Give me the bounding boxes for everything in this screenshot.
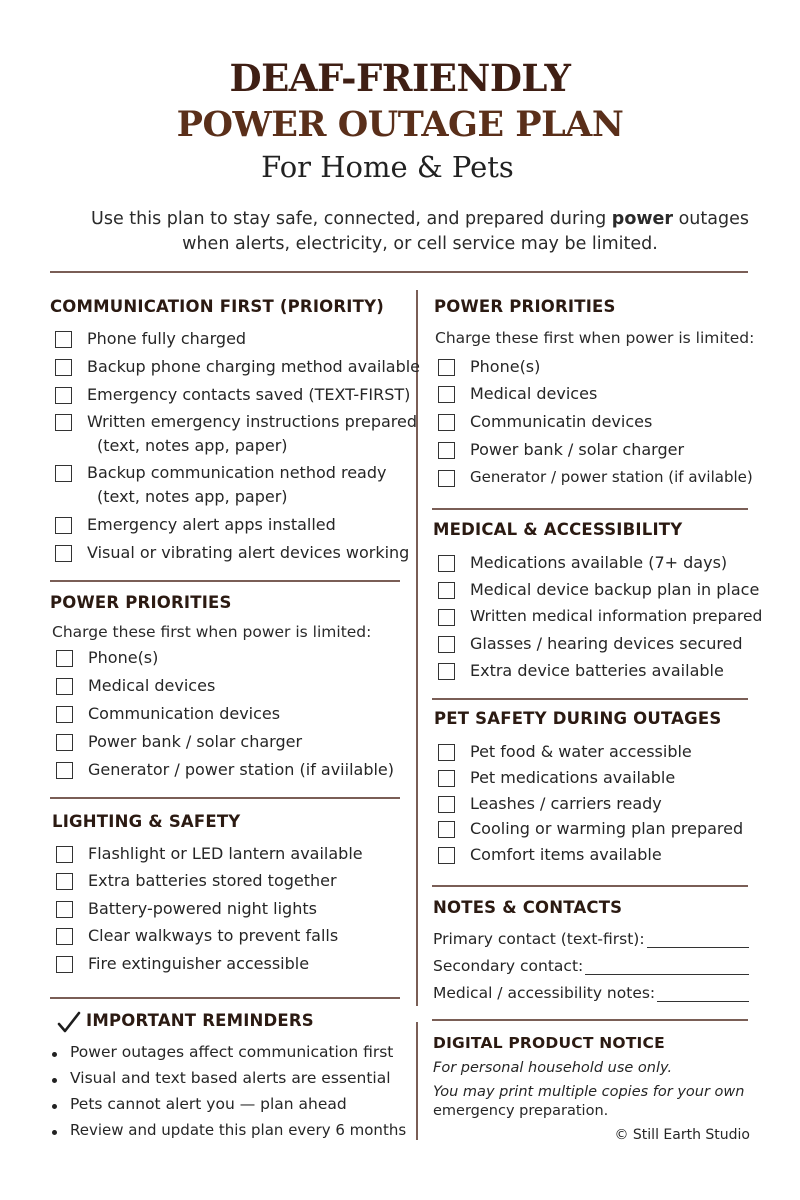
checkbox[interactable] xyxy=(56,650,73,667)
secondary-contact-line[interactable] xyxy=(585,955,749,975)
checkbox[interactable] xyxy=(438,386,455,403)
reminders-section-title: IMPORTANT REMINDERS xyxy=(86,1011,314,1030)
checkbox[interactable] xyxy=(438,414,455,431)
page-title-line1: DEAF-FRIENDLY xyxy=(229,56,571,100)
right-divider-1 xyxy=(432,508,748,510)
checkbox[interactable] xyxy=(438,359,455,376)
header-divider xyxy=(50,271,748,273)
checkbox[interactable] xyxy=(438,796,455,813)
checkbox[interactable] xyxy=(56,873,73,890)
communication-item-detail: (text, notes app, paper) xyxy=(97,436,288,455)
column-divider-lower xyxy=(416,1022,418,1140)
checkbox[interactable] xyxy=(438,555,455,572)
checkbox[interactable] xyxy=(55,331,72,348)
checkbox[interactable] xyxy=(55,414,72,431)
intro-bold: power xyxy=(611,209,674,229)
intro-text xyxy=(40,207,800,257)
checkbox[interactable] xyxy=(56,846,73,863)
intro-pre: Use this plan to stay safe, connected, and prepared during xyxy=(91,209,612,229)
intro-line2: when alerts, electricity, or cell service may be limited. xyxy=(182,234,658,254)
bullet-icon xyxy=(52,1052,57,1057)
notice-line-1: For personal household use only. xyxy=(433,1060,673,1076)
accessibility-notes-line[interactable] xyxy=(657,982,749,1002)
power-left-section-title: POWER PRIORITIES xyxy=(50,593,232,612)
checkbox[interactable] xyxy=(438,847,455,864)
accessibility-notes-field[interactable]: Medical / accessibility notes: xyxy=(433,980,749,1002)
checkbox[interactable] xyxy=(56,734,73,751)
column-divider-upper xyxy=(416,290,418,1006)
checkbox[interactable] xyxy=(55,359,72,376)
checkbox[interactable] xyxy=(438,442,455,459)
bullet-icon xyxy=(52,1078,57,1083)
checkbox[interactable] xyxy=(438,609,455,626)
pets-section-title: PET SAFETY DURING OUTAGES xyxy=(434,709,722,728)
checkbox[interactable] xyxy=(438,636,455,653)
checkbox[interactable] xyxy=(438,470,455,487)
checkbox[interactable] xyxy=(438,663,455,680)
notice-section-title: DIGITAL PRODUCT NOTICE xyxy=(433,1034,665,1052)
checkbox[interactable] xyxy=(56,901,73,918)
page-subtitle: For Home & Pets xyxy=(261,150,514,184)
notice-line-2: You may print multiple copies for your own xyxy=(433,1084,745,1100)
left-divider-1 xyxy=(50,580,400,582)
checkbox[interactable] xyxy=(56,762,73,779)
primary-contact-line[interactable] xyxy=(647,928,749,948)
left-divider-2 xyxy=(50,797,400,799)
checkbox[interactable] xyxy=(438,770,455,787)
communication-section-title: COMMUNICATION FIRST (PRIORITY) xyxy=(50,297,384,316)
lighting-section-title: LIGHTING & SAFETY xyxy=(52,812,241,831)
power-right-section-title: POWER PRIORITIES xyxy=(434,297,616,316)
checkbox[interactable] xyxy=(56,706,73,723)
checkbox[interactable] xyxy=(438,821,455,838)
page-title-line2: POWER OUTAGE PLAN xyxy=(176,104,624,145)
right-divider-2 xyxy=(432,698,748,700)
secondary-contact-field[interactable]: Secondary contact: xyxy=(433,953,749,975)
medical-section-title: MEDICAL & ACCESSIBILITY xyxy=(433,520,683,539)
checkbox[interactable] xyxy=(55,517,72,534)
checkbox[interactable] xyxy=(56,928,73,945)
bullet-icon xyxy=(52,1104,57,1109)
checkbox[interactable] xyxy=(55,387,72,404)
right-divider-3 xyxy=(432,885,748,887)
notes-section-title: NOTES & CONTACTS xyxy=(433,898,623,917)
checkbox[interactable] xyxy=(56,956,73,973)
checkmark-icon xyxy=(56,1010,82,1036)
intro-post: outages xyxy=(673,209,749,229)
checkbox[interactable] xyxy=(55,545,72,562)
primary-contact-field[interactable]: Primary contact (text-first): xyxy=(433,926,749,948)
notice-line-3: emergency preparation. xyxy=(433,1103,609,1119)
checkbox[interactable] xyxy=(55,465,72,482)
copyright: © Still Earth Studio xyxy=(614,1127,750,1143)
checkbox[interactable] xyxy=(438,744,455,761)
power-right-subtitle: Charge these first when power is limited: xyxy=(435,329,755,347)
power-left-subtitle: Charge these first when power is limited: xyxy=(52,623,372,641)
checkbox[interactable] xyxy=(438,582,455,599)
communication-item-detail: (text, notes app, paper) xyxy=(97,487,288,506)
bullet-icon xyxy=(52,1130,57,1135)
checkbox[interactable] xyxy=(56,678,73,695)
left-divider-3 xyxy=(50,997,400,999)
right-divider-4 xyxy=(432,1019,748,1021)
